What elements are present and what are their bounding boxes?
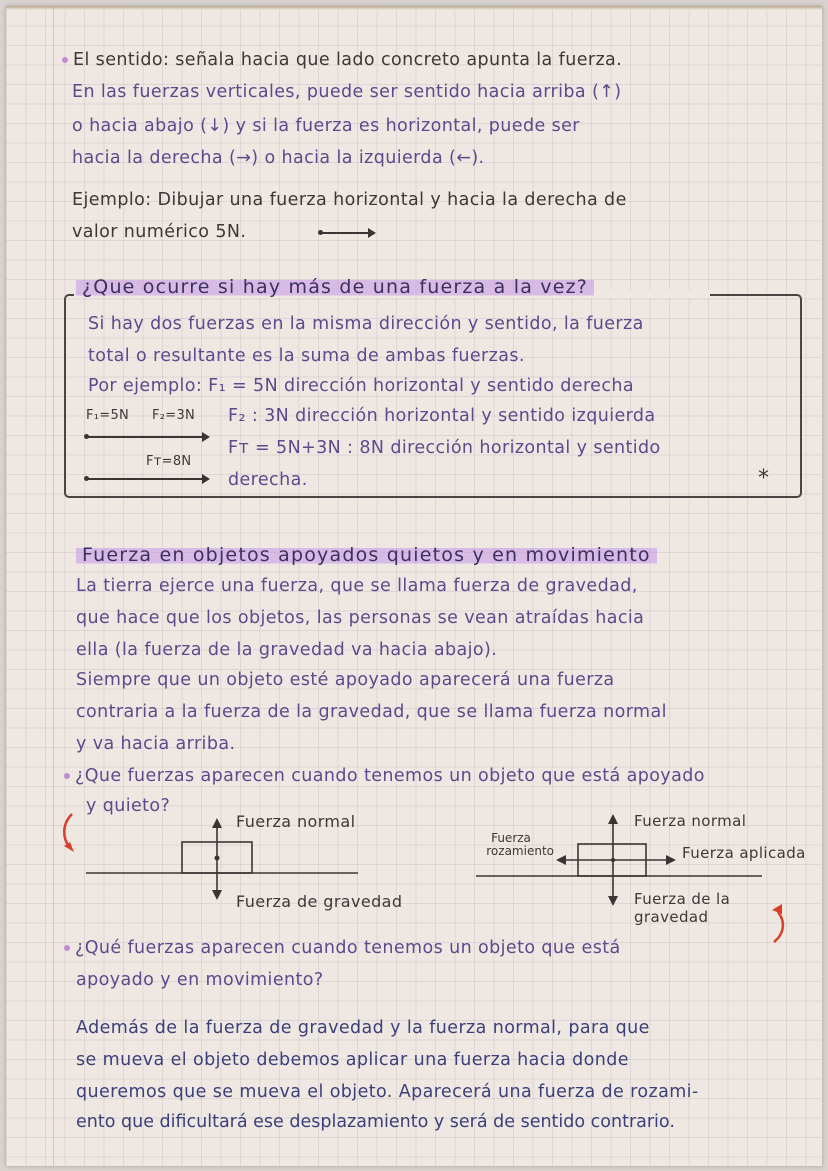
text-line: total o resultante es la suma de ambas fuerzas. [88, 346, 525, 366]
question-line: ¿Qué fuerzas aparecen cuando tenemos un objeto que está [64, 938, 621, 958]
text-line: contraria a la fuerza de la gravedad, que se llama fuerza normal [76, 702, 667, 722]
red-curved-arrow-icon [58, 812, 82, 856]
text-line: En las fuerzas verticales, puede ser sentido hacia arriba (↑) [72, 82, 622, 102]
asterisk-icon: * [758, 466, 769, 491]
answer-line: queremos que se mueva el objeto. Aparecerá una fuerza de rozami- [76, 1082, 699, 1102]
label-gravity-force: Fuerza de gravedad [236, 892, 403, 911]
label-applied-force: Fuerza aplicada [682, 844, 806, 862]
ft-arrow-icon [86, 478, 208, 480]
example-line: Ejemplo: Dibujar una fuerza horizontal y hacia la derecha de [72, 190, 627, 210]
answer-line: se mueva el objeto debemos aplicar una fuerza hacia donde [76, 1050, 629, 1070]
label-gravity-force-moving-2: gravedad [634, 908, 709, 926]
text-line: Por ejemplo: F₁ = 5N dirección horizontal y sentido derecha [88, 376, 634, 396]
text-line: y va hacia arriba. [76, 734, 236, 754]
f1-f2-arrow-icon [86, 436, 208, 438]
text-line: La tierra ejerce una fuerza, que se llama fuerza de gravedad, [76, 576, 638, 596]
red-curved-arrow-icon [764, 904, 790, 948]
answer-line: Además de la fuerza de gravedad y la fuerza normal, para que [76, 1018, 650, 1038]
question-line: ¿Que fuerzas aparecen cuando tenemos un objeto que está apoyado [64, 766, 705, 786]
label-normal-force: Fuerza normal [236, 812, 356, 831]
answer-line: ento que dificultará ese desplazamiento y será de sentido contrario. [76, 1112, 675, 1132]
label-normal-force-moving: Fuerza normal [634, 812, 747, 830]
text-line: Si hay dos fuerzas en la misma dirección y sentido, la fuerza [88, 314, 644, 334]
label-f1: F₁=5N [86, 408, 130, 423]
section-heading: Fuerza en objetos apoyados quietos y en movimiento [76, 544, 657, 566]
text-line: ella (la fuerza de la gravedad va hacia abajo). [76, 640, 498, 660]
text-line: El sentido: señala hacia que lado concreto apunta la fuerza. [62, 50, 622, 70]
example-line: valor numérico 5N. [72, 222, 247, 242]
label-ft: Fᴛ=8N [146, 454, 192, 469]
text-line: Siempre que un objeto esté apoyado aparecerá una fuerza [76, 670, 615, 690]
text-line: F₂ : 3N dirección horizontal y sentido izquierda [228, 406, 656, 426]
section-heading: ¿Que ocurre si hay más de una fuerza a la vez? [76, 276, 594, 298]
text-line: o hacia abajo (↓) y si la fuerza es horizontal, puede ser [72, 116, 580, 136]
notebook-page [6, 6, 822, 1166]
label-gravity-force-moving-1: Fuerza de la [634, 890, 731, 908]
label-f2: F₂=3N [152, 408, 196, 423]
question-line: y quieto? [86, 796, 171, 816]
bullet-icon [62, 57, 68, 63]
text-line: que hace que los objetos, las personas se vean atraídas hacia [76, 608, 645, 628]
text-line: Fᴛ = 5N+3N : 8N dirección horizontal y sentido [228, 438, 661, 458]
margin-line [53, 6, 54, 1166]
bullet-icon [64, 773, 70, 779]
question-line: apoyado y en movimiento? [76, 970, 324, 990]
text-line: hacia la derecha (→) o hacia la izquierda (←). [72, 148, 485, 168]
bullet-icon [64, 945, 70, 951]
label-friction-force: Fuerza rozamiento [486, 831, 554, 858]
text-line: derecha. [228, 470, 308, 490]
